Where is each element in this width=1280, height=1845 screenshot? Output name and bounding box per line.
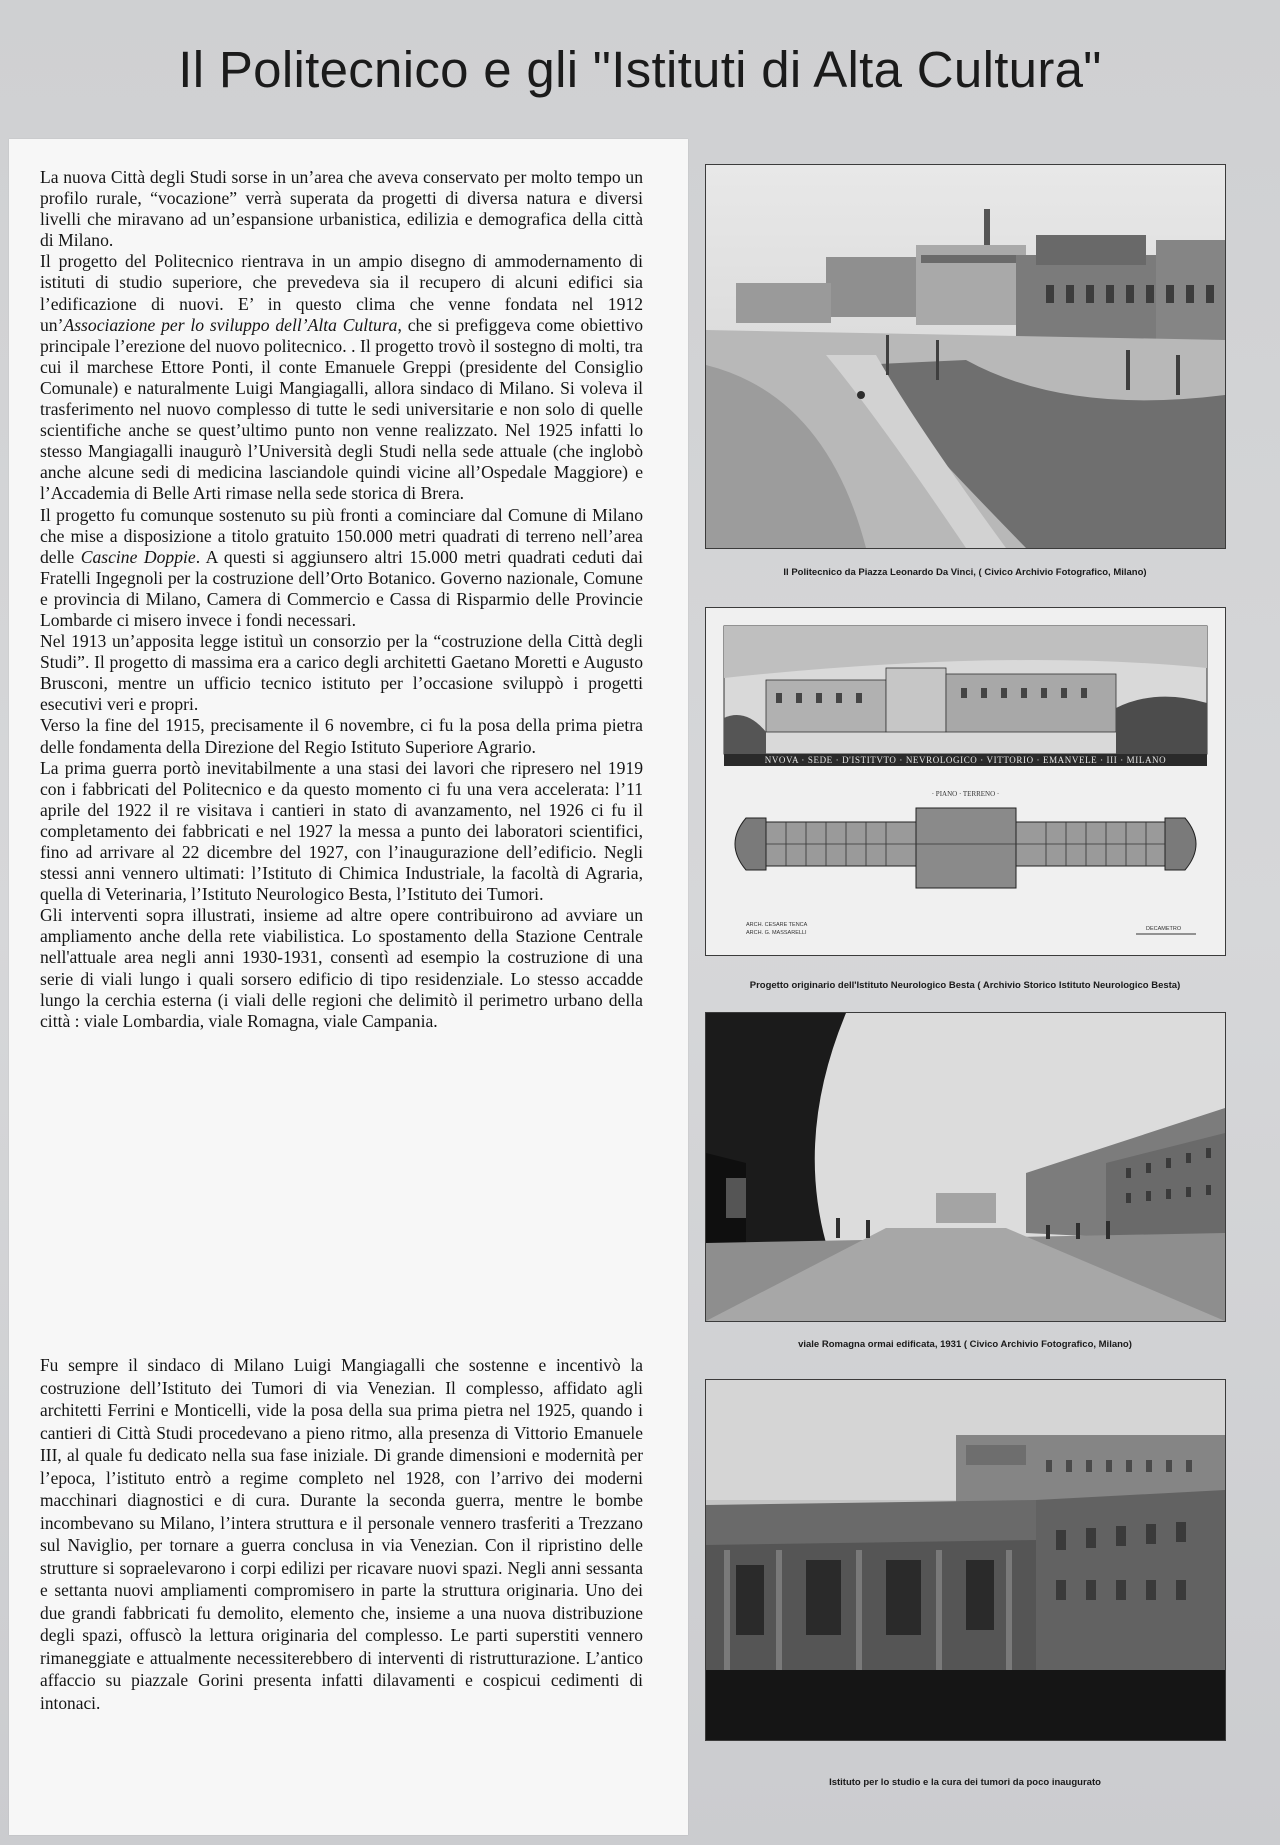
caption-neurologico: Progetto originario dell'Istituto Neurologico Besta ( Archivio Storico Istituto Neurologico Besta) <box>749 980 1181 991</box>
drawing-banner: NVOVA · SEDE · D'ISTITVTO · NEVROLOGICO · VITTORIO · EMANVELE · III · MILANO <box>764 755 1167 765</box>
page-title: Il Politecnico e gli "Istituti di Alta Cultura" <box>178 41 1102 98</box>
caption-politecnico: Il Politecnico da Piazza Leonardo Da Vinci, ( Civico Archivio Fotografico, Milano) <box>783 567 1147 578</box>
paragraph-intro: La nuova Città degli Studi sorse in un’area che aveva conservato per molto tempo un profilo rurale, “vocazione” verrà superata da progetti di diversa natura e diversi livelli che miravano ad un’espansione urbanistica, edilizia e demografica della città di Milano. <box>40 167 643 251</box>
paragraph-prima-pietra: Verso la fine del 1915, precisamente il 6 novembre, ci fu la posa della prima pietra delle fondamenta della Direzione del Regio Istituto Superiore Agrario. <box>40 715 643 757</box>
architect-note-1: ARCH. CESARE TENCA <box>746 922 808 928</box>
caption-viale-romagna: viale Romagna ormai edificata, 1931 ( Civico Archivio Fotografico, Milano) <box>798 1339 1132 1350</box>
main-text-block <box>40 167 643 1032</box>
photo-neurologico-drawing <box>705 607 1226 956</box>
paragraph-cascine: Il progetto fu comunque sostenuto su più fronti a cominciare dal Comune di Milano che mise a disposizione a titolo gratuito 150.000 metri quadrati di terreno nell’area delle Cascine Doppie. A questi si aggiunsero altri 15.000 metri quadrati ceduti dai Fratelli Ingegnoli per la costruzione dell’Orto Botanico. Governo nazionale, Comune e provincia di Milano, Camera di Commercio e Cassa di Risparmio delle Provincie Lombarde ci misero invece i fondi necessari. <box>40 504 644 630</box>
photo-politecnico <box>705 164 1226 549</box>
architect-note-2: ARCH. G. MASSARELLI <box>746 930 807 936</box>
paragraph-associazione: Il progetto del Politecnico rientrava in un ampio disegno di ammodernamento di istituti di studio superiore, che prevedeva sia il recupero di alcuni edifici sia l’edificazione di nuovi. E’ in questo clima che venne fondata nel 1912 un’Associazione per lo sviluppo dell’Alta Cultura, che si prefiggeva come obiettivo principale l’erezione del nuovo politecnico. . Il progetto trovò il sostegno di molti, tra cui il marchese Ettore Ponti, il conte Emanuele Greppi (presidente del Consiglio Comunale) e naturalmente Luigi Mangiagalli, allora sindaco di Milano. Si voleva il trasferimento nel nuovo complesso di tutte le sedi universitarie e non solo di quelle scientifiche anche se quest’ultimo punto non venne realizzato. Nel 1925 infatti lo stesso Mangiagalli inaugurò l’Università degli Studi nella sede attuale (che inglobò anche alcune sedi di medicina lasciandole quindi vicine all’Ospedale Maggiore) e l’Accademia di Belle Arti rimase nella sede storica di Brera. <box>40 251 643 504</box>
caption-istituto-tumori: Istituto per lo studio e la cura dei tumori da poco inaugurato <box>829 1777 1101 1788</box>
paragraph-istituto-tumori: Fu sempre il sindaco di Milano Luigi Mangiagalli che sostenne e incentivò la costruzione dell’Istituto dei Tumori di via Venezian. Il complesso, affidato agli architetti Ferrini e Monticelli, vide la posa della sua prima pietra nel 1925, quando i cantieri di Città Studi procedevano a pieno ritmo, alla presenza di Vittorio Emanuele III, al quale fu dedicato nella sua fase iniziale. Di grande dimensioni e modernità per l’epoca, l’istituto entrò a regime completo nel 1928, con l’arrivo dei moderni macchinari diagnostici e di cura. Durante la seconda guerra, mentre le bombe incombevano su Milano, l’intera struttura e il personale vennero trasferiti a Trezzano sul Naviglio, per tornare a guerra conclusa in via Venezian. Con il ripristino delle strutture si sopraelevarono i corpi edilizi per ricavare nuovi spazi. Negli anni sessanta e settanta nuovi ampliamenti compromisero in parte la struttura originaria. Uno dei due grandi fabbricati fu demolito, elemento che, insieme a una nuova distribuzione degli spazi, offuscò la lettura originaria del complesso. Le parti superstiti vennero rimaneggiate e attualmente necessiterebbero di interventi di ristrutturazione. L’antico affaccio su piazzale Gorini presenta infatti dilavamenti e cospicui cedimenti di intonaci. <box>40 1355 643 1713</box>
tumori-text-block <box>40 1354 643 1714</box>
neurologico-drawing-graphic <box>706 608 1225 955</box>
photo-istituto-tumori <box>705 1379 1226 1741</box>
scale-label: DECAMETRO <box>1146 926 1182 932</box>
istituto-tumori-photo-graphic <box>706 1380 1225 1740</box>
paragraph-prima-guerra: La prima guerra portò inevitabilmente a una stasi dei lavori che ripresero nel 1919 con i fabbricati del Politecnico e da questo momento ci fu una vera accelerata: l’11 aprile del 1922 il re visitava i cantieri in stato di avanzamento, nel 1926 ci fu il completamento dei fabbricati e nel 1927 la messa a punto dei laboratori scientifici, fino ad arrivare al 22 dicembre del 1927, con l’inaugurazione dell’edificio. Negli stessi anni vennero ultimati: l’Istituto di Chimica Industriale, la facoltà di Agraria, quella di Veterinaria, l’Istituto Neurologico Besta, l’Istituto dei Tumori. <box>40 757 643 905</box>
politecnico-photo-graphic <box>706 165 1225 548</box>
photo-viale-romagna <box>705 1012 1226 1322</box>
plan-label: · PIANO · TERRENO · <box>931 790 1000 798</box>
paragraph-viabilita: Gli interventi sopra illustrati, insieme ad altre opere contribuirono ad avviare un ampliamento anche della rete viabilistica. Lo spostamento della Stazione Centrale nell'attuale area negli anni 1930-1931, consentì ad esempio la costruzione di una serie di viali lungo i quali sorsero edificio di tipo residenziale. Lo stesso accadde lungo la cerchia esterna (i viali delle regioni che delimitò il perimetro urbano della città : viale Lombardia, viale Romagna, viale Campania. <box>40 905 643 1031</box>
viale-romagna-photo-graphic <box>706 1013 1225 1321</box>
paragraph-consorzio: Nel 1913 un’apposita legge istituì un consorzio per la “costruzione della Città degli Studi”. Il progetto di massima era a carico degli architetti Gaetano Moretti e Augusto Brusconi, mentre un ufficio tecnico istituto per l’occasione sviluppò i progetti esecutivi veri e propri. <box>40 631 643 715</box>
